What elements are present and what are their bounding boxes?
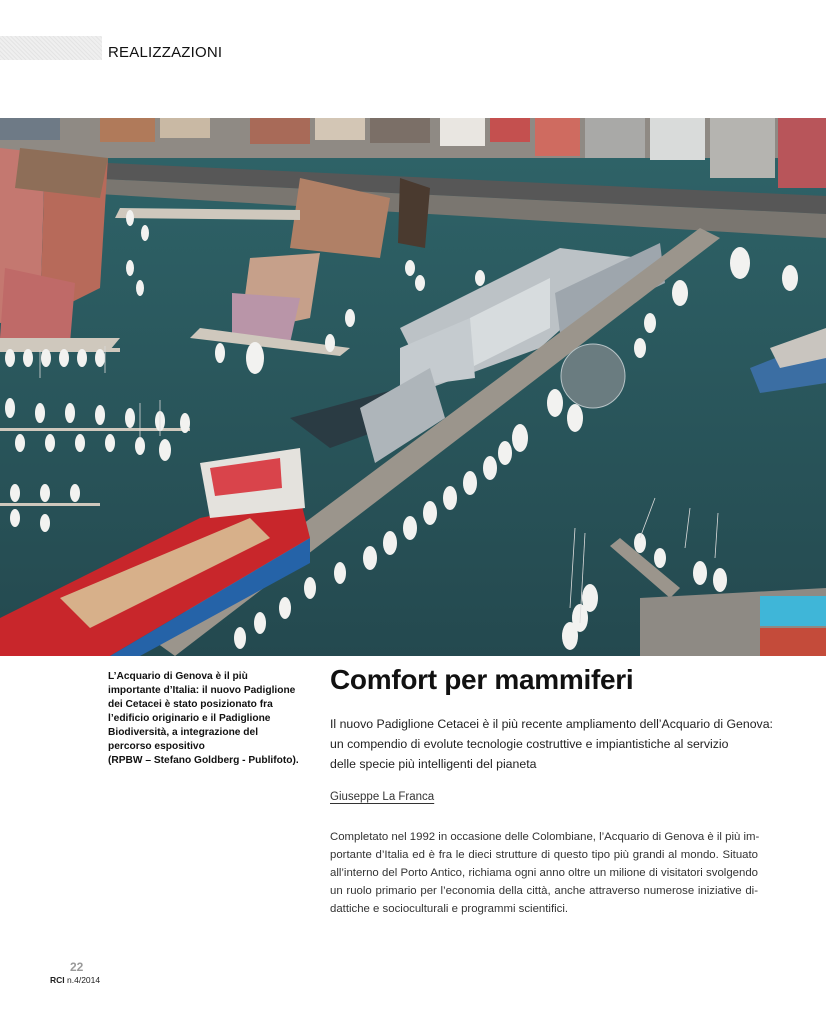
section-label: REALIZZAZIONI	[108, 44, 223, 61]
lede-line: delle specie più intelligenti del pianeta	[330, 757, 537, 771]
issue-number: n.4/2014	[67, 975, 101, 985]
caption-line: L’Acquario di Genova è il più	[108, 671, 248, 682]
harbor-illustration	[0, 118, 826, 656]
magazine-name: RCI	[50, 975, 65, 985]
caption-line: Biodiversità, a integrazione del	[108, 727, 259, 738]
lede-line: un compendio di evolute tecnologie costruttive e impiantistiche al servizio	[330, 737, 729, 751]
article-lede	[330, 714, 773, 774]
article-author: Giuseppe La Franca	[330, 791, 435, 803]
folio	[50, 975, 100, 985]
article-body	[330, 828, 758, 918]
lede-line: Il nuovo Padiglione Cetacei è il più recente ampliamento dell’Acquario di Genova:	[330, 717, 773, 731]
caption-line: dei Cetacei è stato posizionato fra	[108, 699, 273, 710]
caption-line: l’edificio originario e il Padiglione	[108, 713, 271, 724]
aerial-photo	[0, 118, 826, 656]
body-line: portante d’Italia ed è fra le dieci strutture di questo tipo più grandi al mondo. Situato	[330, 849, 758, 861]
caption-credit: (RPBW – Stefano Goldberg - Publifoto).	[108, 755, 299, 766]
photo-caption	[108, 670, 308, 768]
caption-line: percorso espositivo	[108, 741, 205, 752]
caption-line: importante d’Italia: il nuovo Padiglione	[108, 685, 296, 696]
page-number: 22	[70, 960, 84, 974]
body-line: dattiche e socioculturali e programmi scientifici.	[330, 903, 569, 915]
body-line: un ruolo primario per l’economia della città, anche attraverso numerose iniziative di-	[330, 885, 758, 897]
article-title: Comfort per mammiferi	[330, 664, 634, 695]
body-line: Completato nel 1992 in occasione delle Colombiane, l’Acquario di Genova è il più im-	[330, 831, 760, 843]
section-band	[0, 36, 102, 60]
body-line: all’interno del Porto Antico, richiama ogni anno oltre un milione di visitatori svolgendo	[330, 867, 758, 879]
